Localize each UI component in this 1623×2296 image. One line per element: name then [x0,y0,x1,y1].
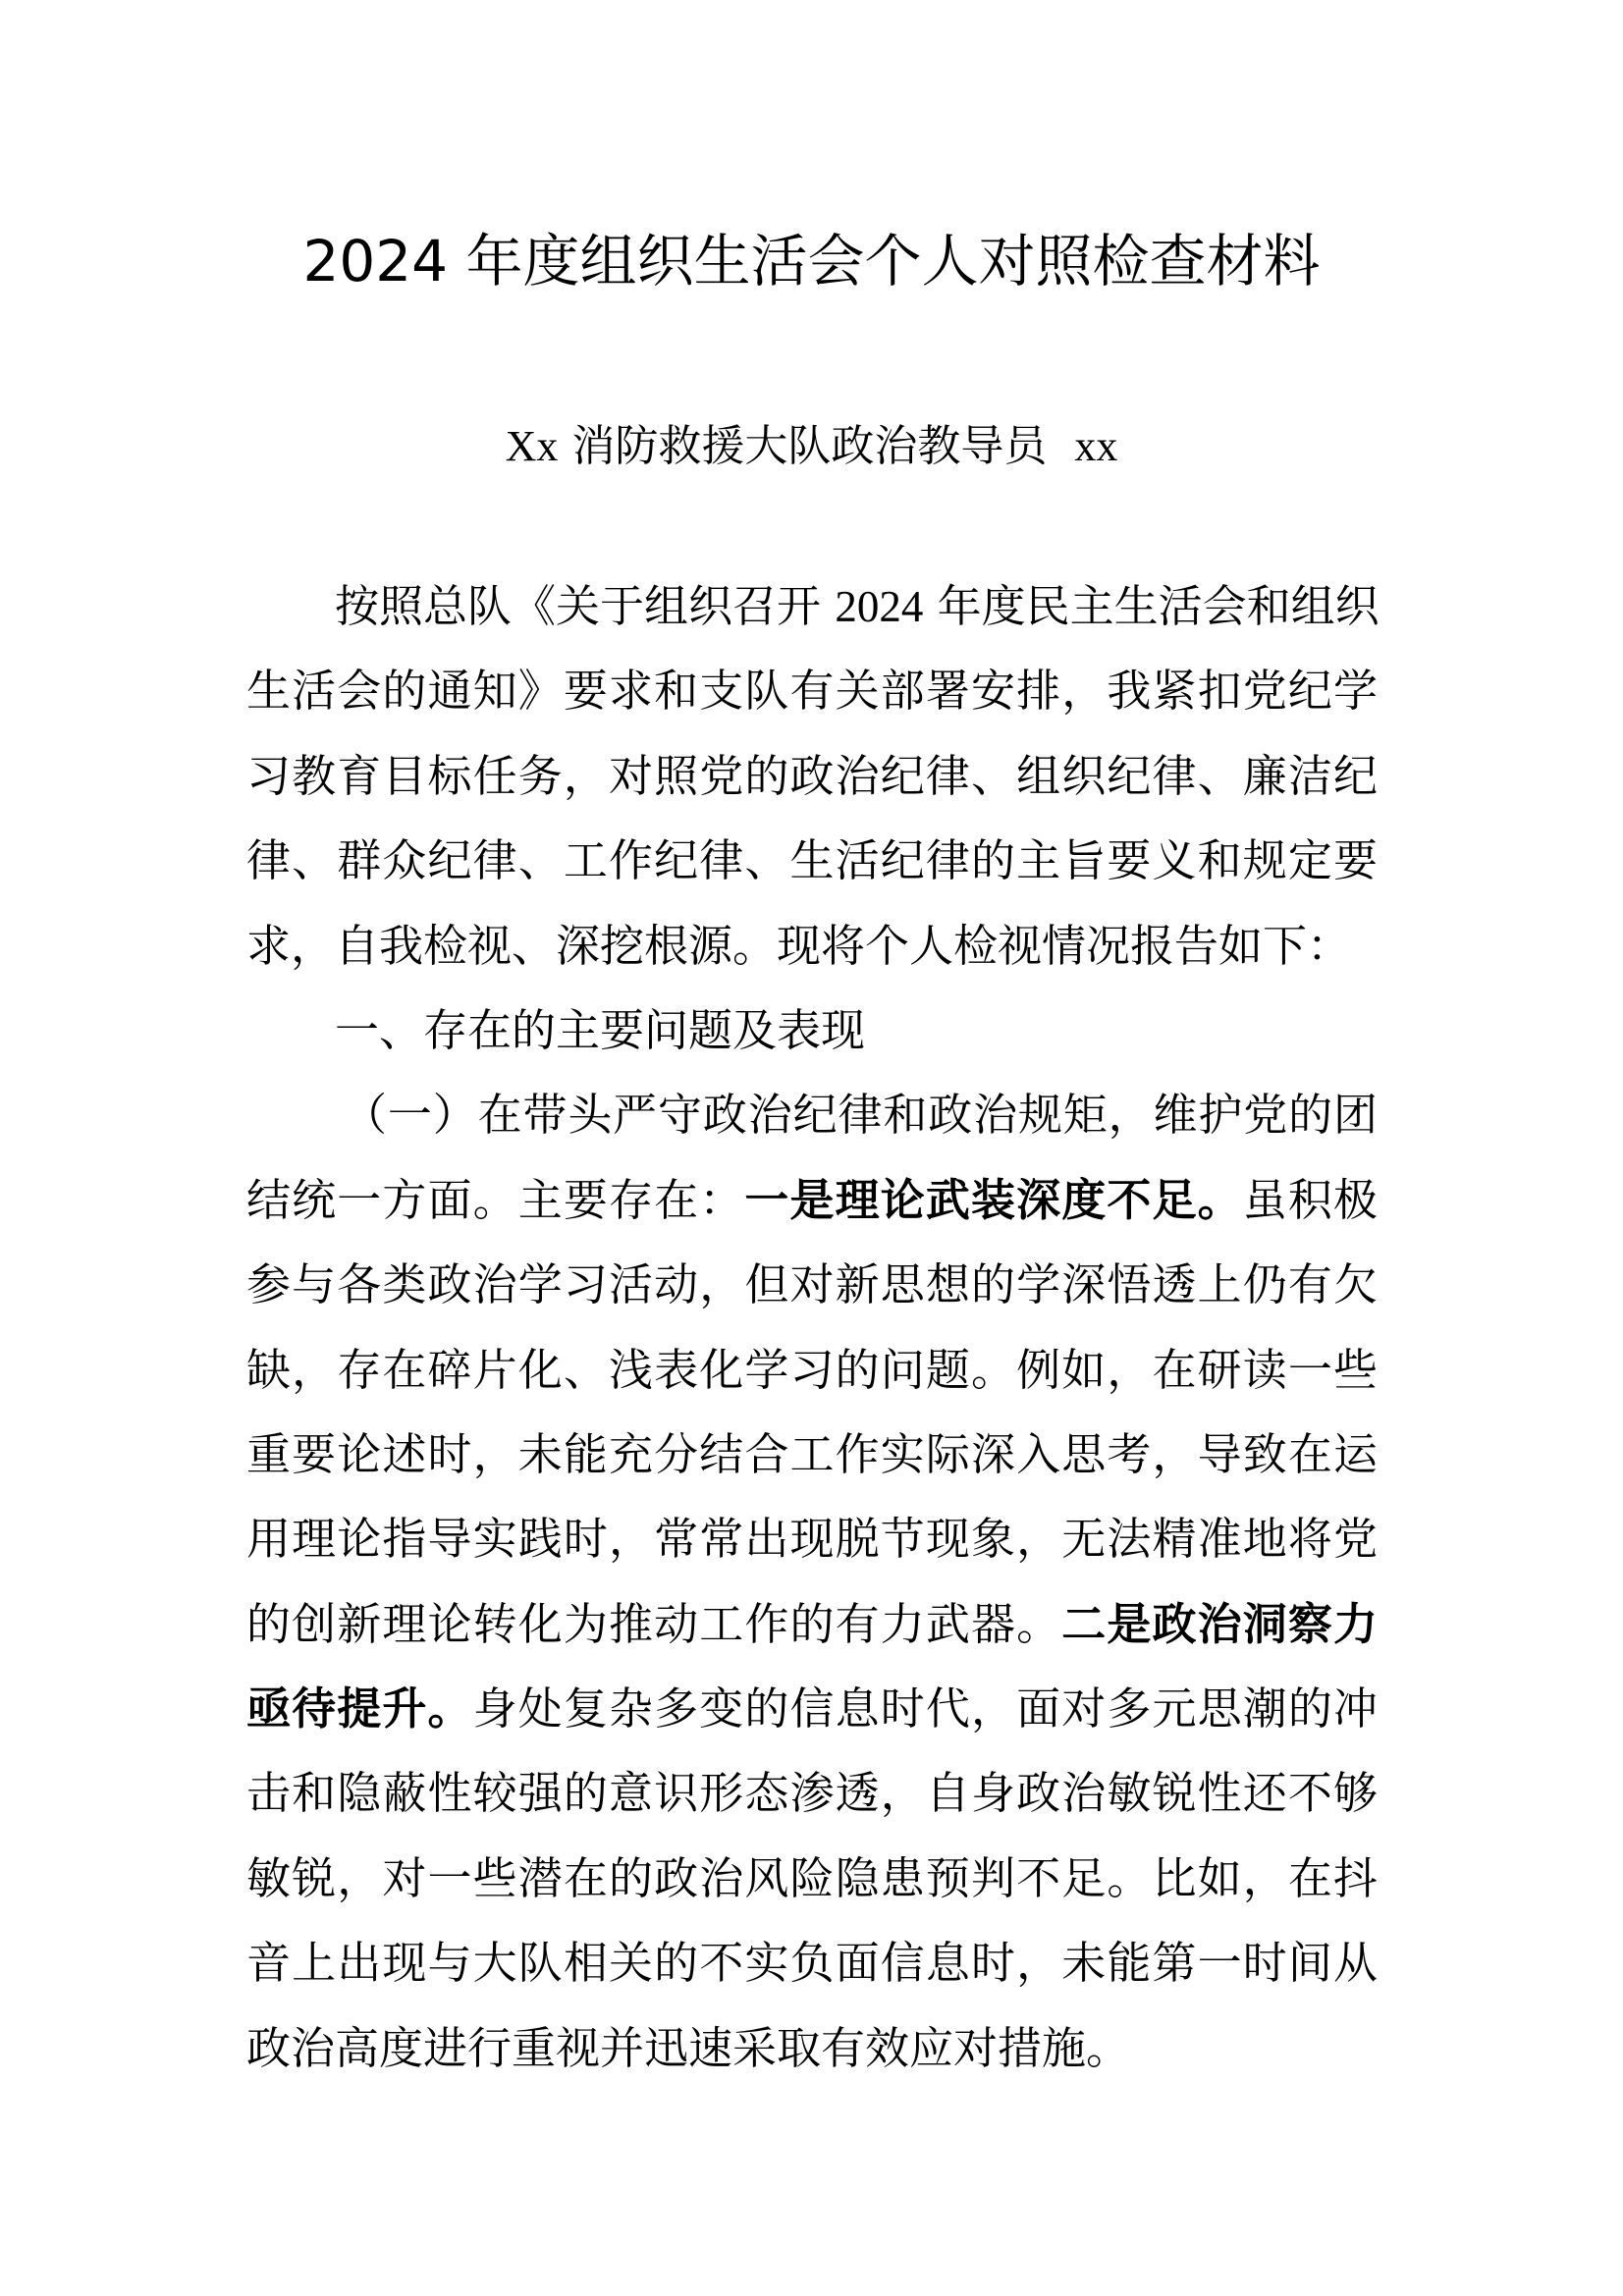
line-text: 的创新理论转化为推动工作的有力武器。 [246,1597,1062,1650]
paragraph-line: 求，自我检视、深挖根源。现将个人检视情况报告如下： [246,919,1352,972]
paragraph-line: 音上出现与大队相关的不实负面信息时，未能第一时间从 [246,1937,1378,1990]
paragraph-line: 参与各类政治学习活动，但对新思想的学深悟透上仍有欠 [246,1258,1378,1311]
document-body [246,564,1385,2091]
line-text: 身处复杂多变的信息时代，面对多元思潮的冲 [472,1682,1378,1735]
bold-point-two: 二是政治洞察力 [1061,1597,1378,1650]
line-text: 虽积极 [1242,1173,1378,1226]
paragraph-line: 缺，存在碎片化、浅表化学习的问题。例如，在研读一些 [246,1343,1378,1396]
line-text: 按照总队《关于组织召开 [335,580,836,632]
intro-paragraph [246,564,1385,988]
author-unit-title: 消防救援大队政治教导员 [558,421,1075,471]
subsection-paragraph [246,1073,1385,2091]
author-name: xx [1074,422,1118,470]
line-text: 结统一方面。主要存在： [246,1173,745,1226]
paragraph-line [246,564,1378,649]
paragraph-line [246,1582,1378,1667]
paragraph-line: 击和隐蔽性较强的意识形态渗透，自身政治敏锐性还不够 [246,1767,1378,1820]
paragraph-line: 政治高度进行重视并迅速采取有效应对措施。 [246,2021,1131,2074]
section-heading: 一、存在的主要问题及表现 [335,1003,866,1056]
bold-point-one: 一是理论武装深度不足。 [744,1173,1243,1226]
paragraph-line: 习教育目标任务，对照党的政治纪律、组织纪律、廉洁纪 [246,749,1378,802]
paragraph-line: 律、群众纪律、工作纪律、生活纪律的主旨要义和规定要 [246,834,1378,887]
paragraph-line: 用理论指导实践时，常常出现脱节现象，无法精准地将党 [246,1513,1378,1566]
line-text: 年度民主生活会和组织 [923,580,1380,632]
subsection-heading-line: （一）在带头严守政治纪律和政治规矩，维护党的团 [343,1089,1378,1142]
author-unit-prefix: Xx [505,422,559,470]
bold-point-two-cont: 亟待提升。 [246,1682,473,1735]
paragraph-line: 敏锐，对一些潜在的政治风险隐患预判不足。比如，在抖 [246,1851,1378,1904]
paragraph-line [246,1667,1378,1751]
paragraph-line: 生活会的通知》要求和支队有关部署安排，我紧扣党纪学 [246,665,1378,718]
document-title: 2024 年度组织生活会个人对照检查材料 [302,228,1321,294]
paragraph-line [246,1158,1378,1243]
year-number: 2024 [835,582,924,631]
paragraph-line: 重要论述时，未能充分结合工作实际深入思考，导致在运 [246,1427,1378,1480]
author-line [0,412,1623,481]
